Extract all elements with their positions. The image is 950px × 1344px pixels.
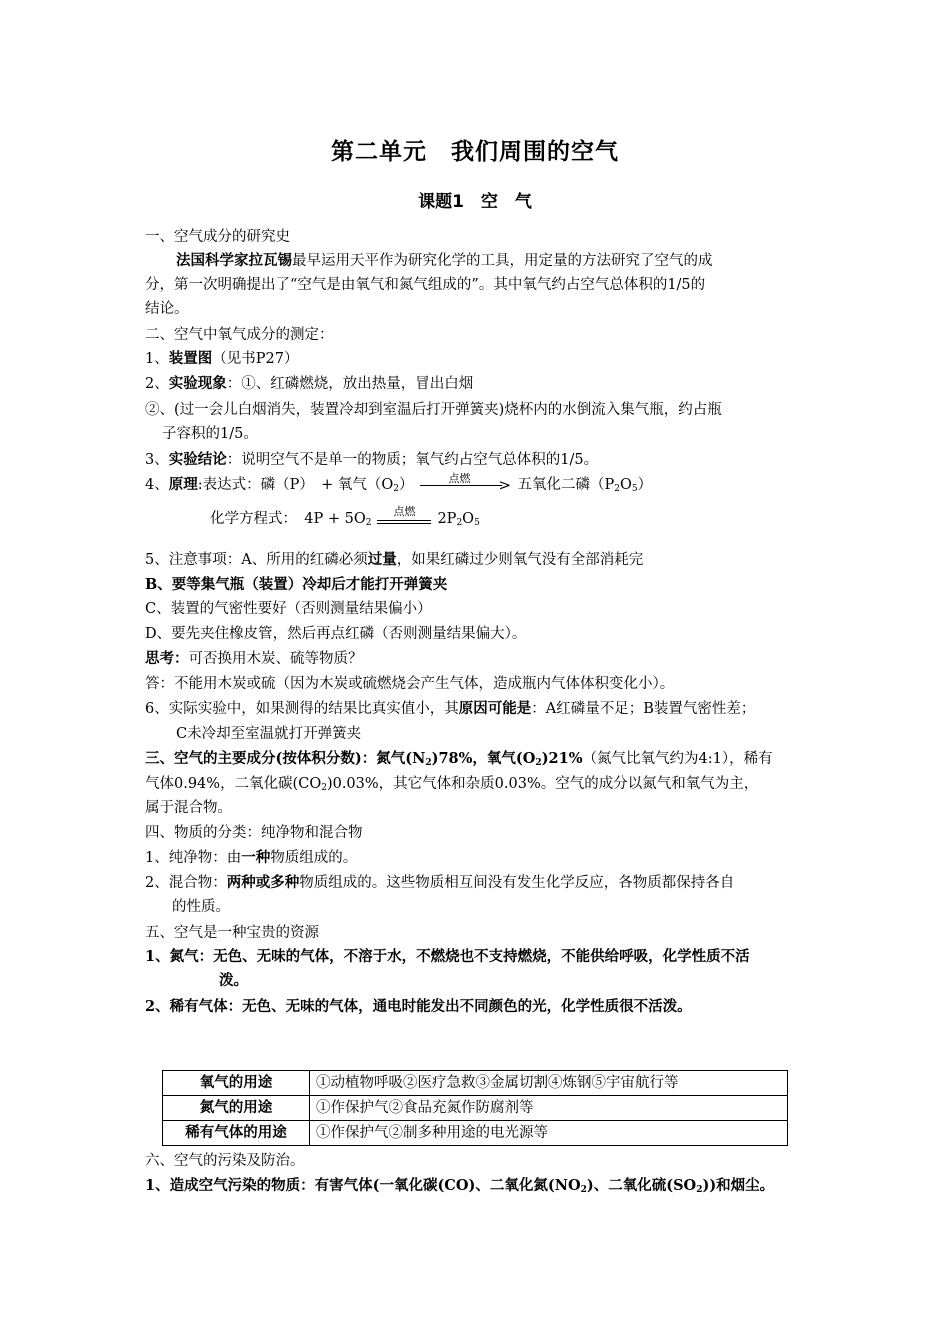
table-row	[163, 1096, 788, 1121]
gas-use-cell: ①动植物呼吸②医疗急救③金属切割④炼钢⑤宇宙航行等	[310, 1071, 788, 1096]
gas-use-cell: ①作保护气②食品充氮作防腐剂等	[310, 1096, 788, 1121]
item-error-causes: 6、实际实验中，如果测得的结果比真实值小，其原因可能是：A红磷量不足；B装置气密性差；	[145, 700, 756, 717]
item-error-causes-line-2: C未冷却至室温就打开弹簧夹	[176, 726, 362, 742]
paragraph-1-line-3: 结论。	[145, 301, 189, 317]
item-phenomena-line-2: ②、(过一会儿白烟消失，装置冷却到室温后打开弹簧夹)烧杯内的水倒流入集气瓶，约占瓶	[145, 402, 722, 418]
think-answer: 答：不能用木炭或硫（因为木炭或硫燃烧会产生气体，造成瓶内气体体积变化小）。	[145, 676, 675, 692]
table-row	[163, 1071, 788, 1096]
noble-gas-properties: 2、稀有气体：无色、无味的气体，通电时能发出不同颜色的光，化学性质很不活泼。	[145, 998, 692, 1015]
paragraph-1-line-1: 法国科学家拉瓦锡最早运用天平作为研究化学的工具，用定量的方法研究了空气的成	[176, 252, 713, 269]
mixture-line-2: 的性质。	[172, 899, 230, 915]
equation-equals-sign	[375, 505, 433, 530]
gas-use-cell: ①作保护气②制多种用途的电光源等	[310, 1121, 788, 1146]
section-5-heading: 五、空气是一种宝贵的资源	[145, 925, 319, 941]
note-c: C、装置的气密性要好（否则测量结果偏小）	[145, 601, 432, 617]
reaction-arrow: 点燃 >	[420, 474, 512, 496]
equation-condition: 点燃	[393, 505, 416, 518]
reaction-condition: 点燃	[448, 472, 471, 485]
gas-name-cell: 稀有气体的用途	[163, 1121, 310, 1146]
pollutants-line: 1、造成空气污染的物质：有害气体(一氧化碳(CO)、二氧化氮$(NO_2)$、二氧化硫$(SO_2)$)和烟尘。	[145, 1177, 775, 1195]
gas-name-cell: 氮气的用途	[163, 1096, 310, 1121]
item-phenomena-line-3: 子容积的1/5。	[162, 426, 258, 442]
section-2-heading: 二、空气中氧气成分的测定：	[145, 327, 334, 343]
item-apparatus: 1、装置图（见书P27）	[145, 350, 299, 367]
note-b: B、要等集气瓶（装置）冷却后才能打开弹簧夹	[145, 576, 448, 593]
nitrogen-properties: 1、氮气：无色、无味的气体，不溶于水，不燃烧也不支持燃烧，不能供给呼吸，化学性质不活	[145, 948, 750, 965]
mixture: 2、混合物：两种或多种物质组成的。这些物质相互间没有发生化学反应，各物质都保持各自	[145, 874, 735, 891]
note-d: D、要先夹住橡皮管，然后再点红磷（否则测量结果偏大）。	[145, 626, 527, 642]
item-phenomena: 2、实验现象：①、红磷燃烧，放出热量，冒出白烟	[145, 375, 474, 392]
table-row	[163, 1121, 788, 1146]
item-conclusion: 3、实验结论：说明空气不是单一的物质；氧气约占空气总体积的1/5。	[145, 451, 599, 468]
nitrogen-properties-line-2: 泼。	[219, 972, 248, 989]
think-question: 思考：可否换用木炭、硫等物质？	[145, 650, 363, 667]
section-3-line-2: 气体0.94%，二氧化碳$(CO_2)0.03\%$，其它气体和杂质0.03%。空气的成分以氮气和氧气为主，	[145, 776, 759, 793]
chemical-equation: 化学方程式： $4P + 5O_2$ 点燃 $2P_2O_5$	[210, 508, 480, 534]
section-6-heading: 六、空气的污染及防治。	[145, 1153, 305, 1169]
paragraph-1-line-2: 分，第一次明确提出了“空气是由氧气和氮气组成的”。其中氧气约占空气总体积的1/5的	[145, 277, 706, 293]
section-1-heading: 一、空气成分的研究史	[145, 229, 290, 245]
item-notes: 5、注意事项：A、所用的红磷必须过量，如果红磷过少则氧气没有全部消耗完	[145, 551, 644, 568]
section-3-line-3: 属于混合物。	[145, 800, 232, 816]
lesson-subtitle: 课题1 空 气	[418, 192, 532, 212]
section-3-line-1: 三、空气的主要成分(按体积分数)：氮气$(N_2)78\%$，氧气$(O_2)21\%$（氮气比氧气约为4:1），稀有	[145, 750, 773, 768]
gas-name-cell: 氧气的用途	[163, 1071, 310, 1096]
gas-uses-table	[162, 1070, 788, 1146]
pure-substance: 1、纯净物：由一种物质组成的。	[145, 849, 358, 866]
item-principle-word-equation: 4、原理:表达式：磷（P） + 氧气$(O_2)$ 点燃 > 五氧化二磷$(P_2O_5)$	[145, 474, 652, 500]
section-4-heading: 四、物质的分类：纯净物和混合物	[145, 825, 363, 841]
page-title: 第二单元 我们周围的空气	[331, 139, 619, 165]
